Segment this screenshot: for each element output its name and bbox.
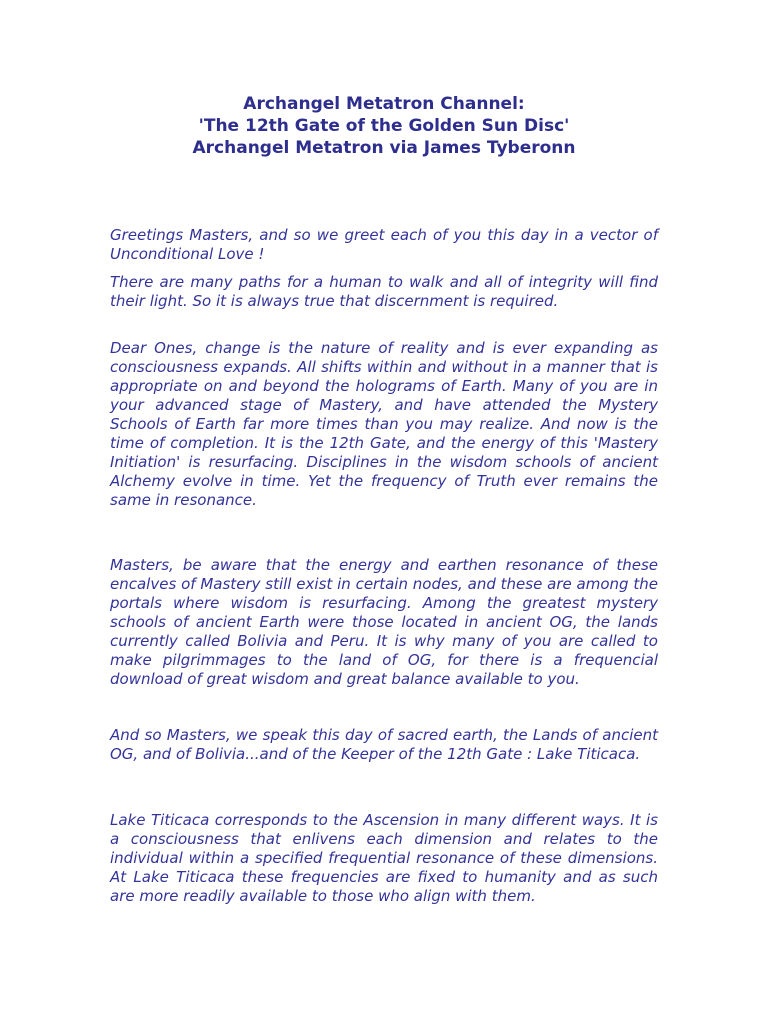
paragraph-mastery-nodes: Masters, be aware that the energy and earthen resonance of these encalves of Mastery still exist in certain nodes, and these are among the portals where wisdom is resurfacing. Among the greatest mystery schools of ancient Earth were those located in ancient OG, the lands currently called Bolivia and Peru. It is why many of you are called to make pilgrimmages to the land of OG, for there is a frequencial download of great wisdom and great balance available to you.: [110, 556, 658, 688]
paragraph-change: Dear Ones, change is the nature of reality and is ever expanding as consciousness expands. All shifts within and without in a manner that is appropriate on and beyond the holograms of Earth. Many of you are in your advanced stage of Mastery, and have attended the Mystery Schools of Earth far more times than you may realize. And now is the time of completion. It is the 12th Gate, and the energy of this 'Mastery Initiation' is resurfacing. Disciplines in the wisdom schools of ancient Alchemy evolve in time. Yet the frequency of Truth ever remains the same in resonance.: [110, 339, 658, 509]
title-line-1: Archangel Metatron Channel:: [243, 94, 525, 114]
document-title: [0, 93, 768, 159]
paragraph-greeting: Greetings Masters, and so we greet each of you this day in a vector of Unconditional Love !: [110, 226, 658, 263]
title-line-2: 'The 12th Gate of the Golden Sun Disc': [198, 116, 570, 136]
paragraph-paths: There are many paths for a human to walk and all of integrity will find their light. So it is always true that discernment is required.: [110, 273, 658, 310]
paragraph-sacred-earth: And so Masters, we speak this day of sacred earth, the Lands of ancient OG, and of Bolivia...and of the Keeper of the 12th Gate : Lake Titicaca.: [110, 726, 658, 763]
paragraph-lake-titicaca: Lake Titicaca corresponds to the Ascension in many different ways. It is a consciousness that enlivens each dimension and relates to the individual within a specified frequential resonance of these dimensions. At Lake Titicaca these frequencies are fixed to humanity and as such are more readily available to those who align with them.: [110, 811, 658, 905]
title-line-3: Archangel Metatron via James Tyberonn: [192, 138, 576, 158]
